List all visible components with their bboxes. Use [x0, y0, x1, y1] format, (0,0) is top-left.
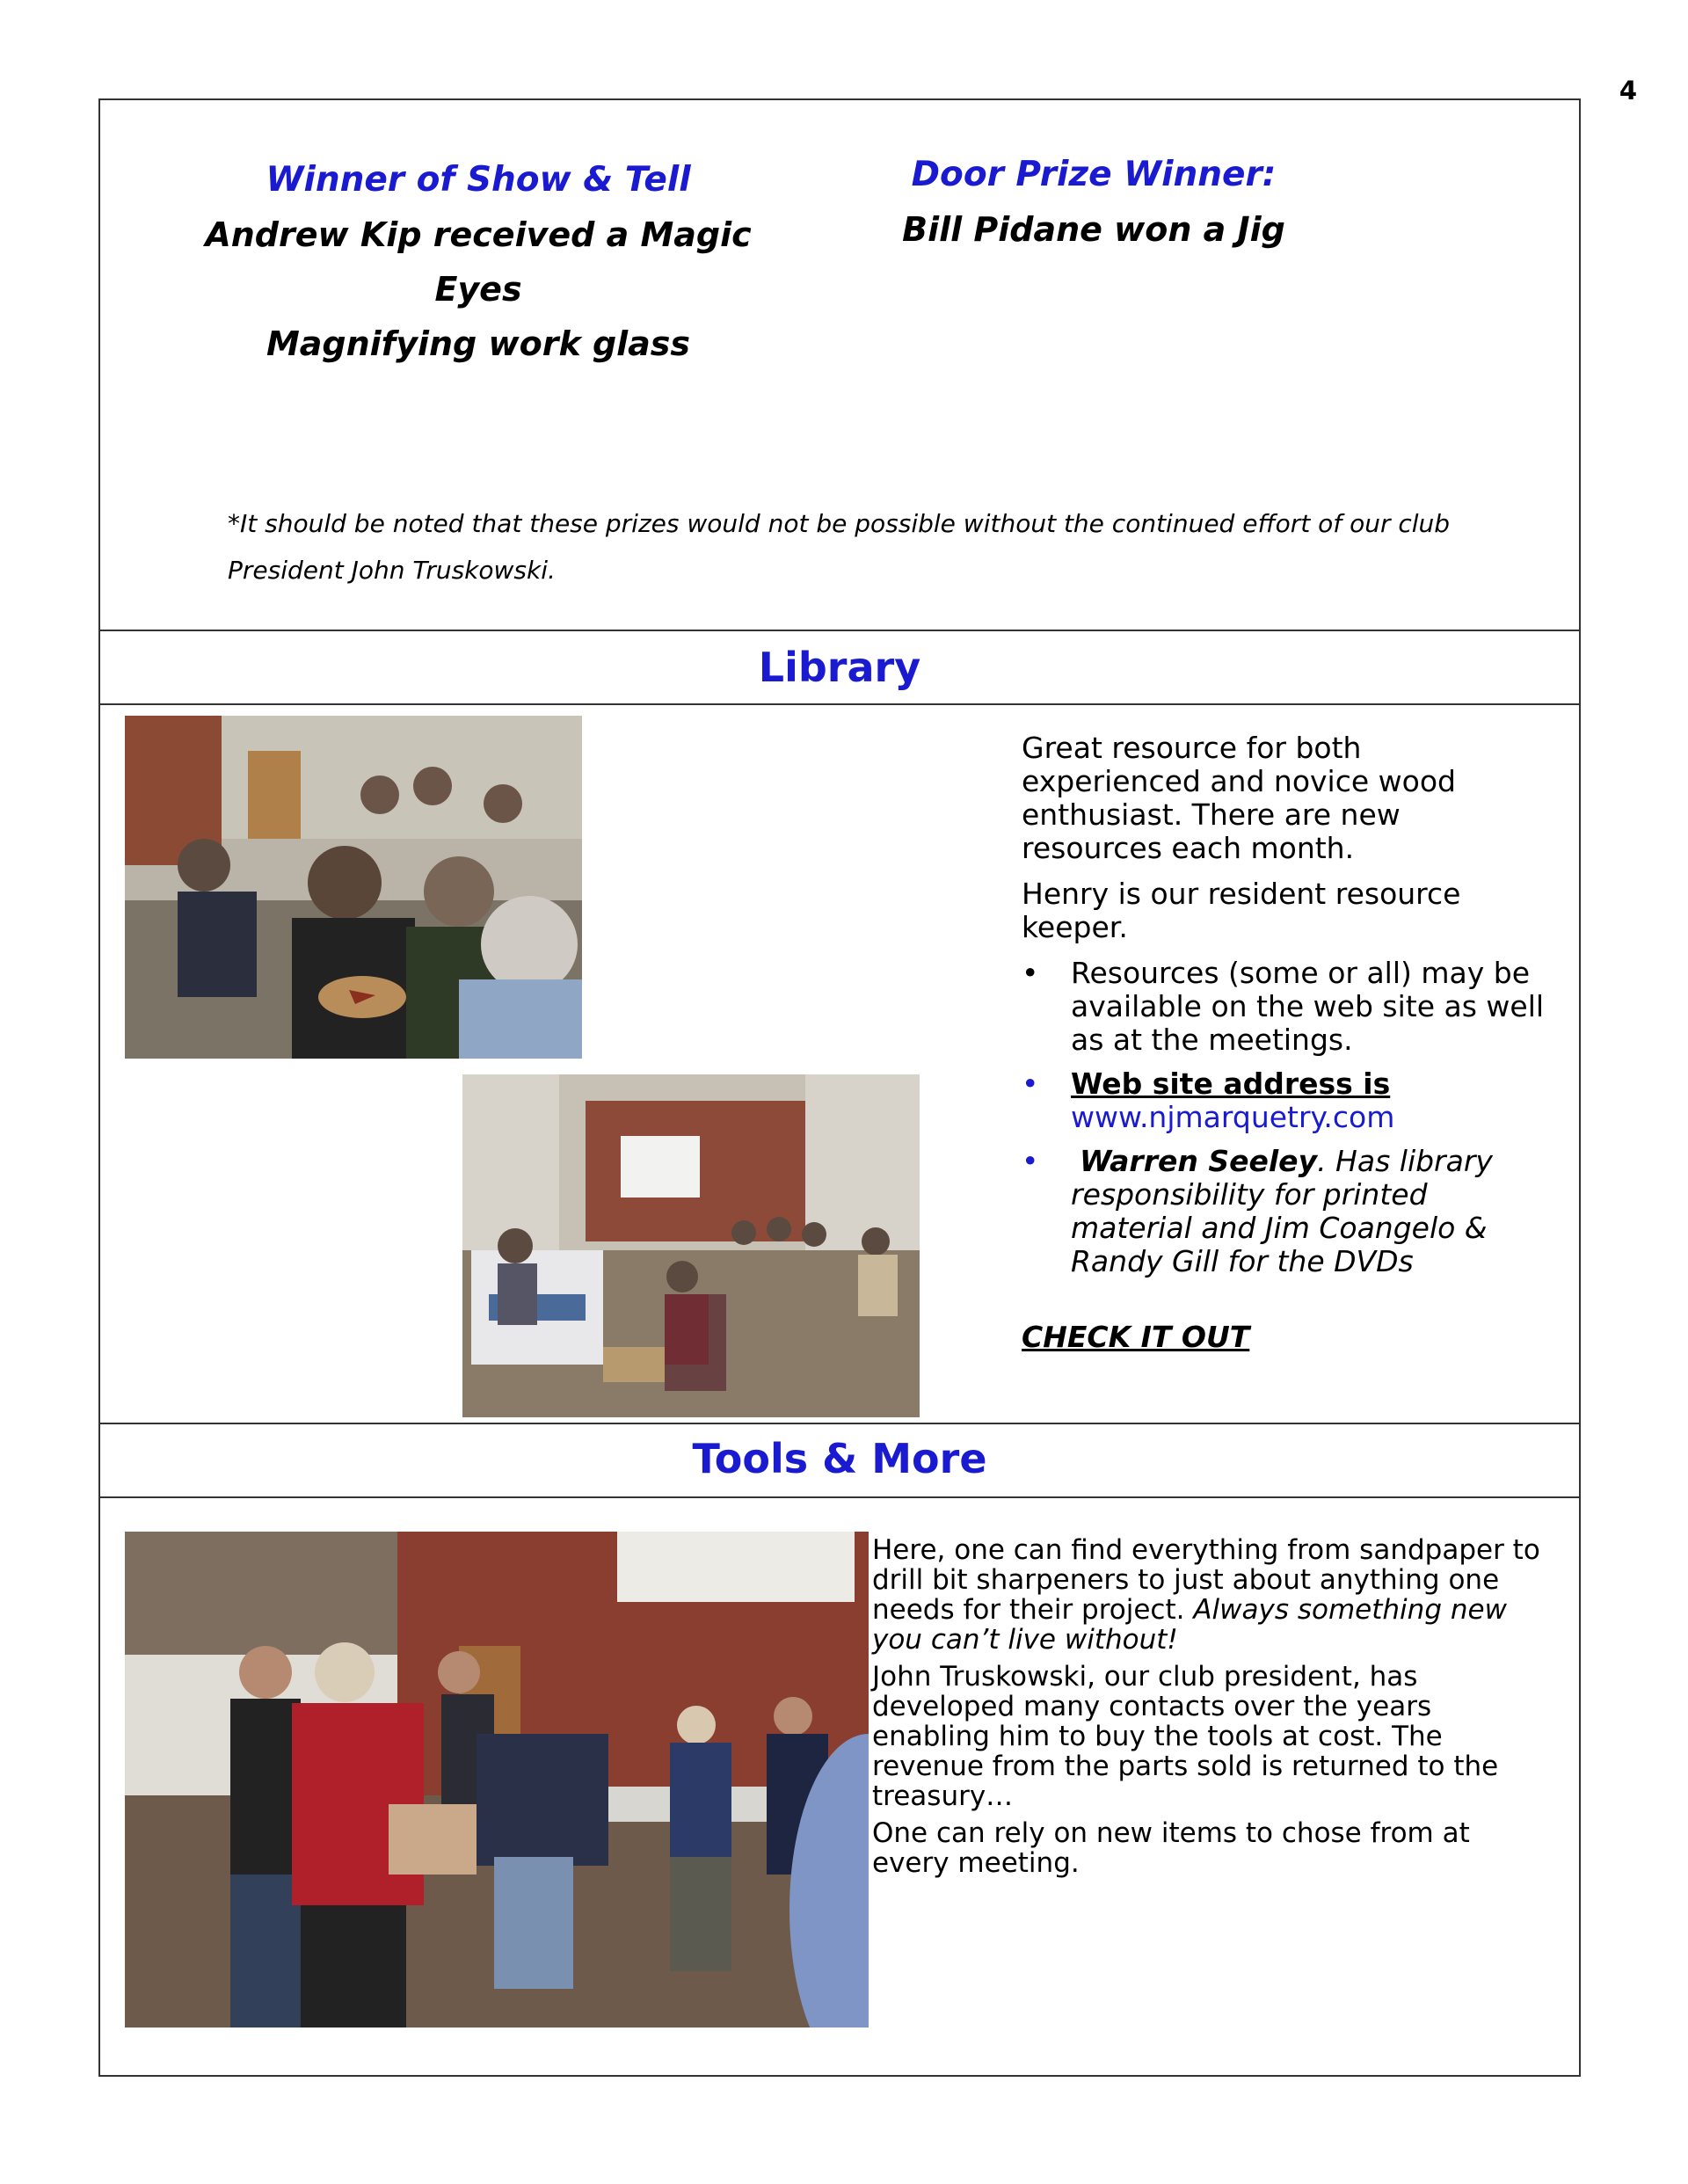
- door-prize-title: Door Prize Winner:: [911, 155, 1277, 194]
- library-text: [1022, 732, 1549, 1366]
- divider: [100, 703, 1579, 705]
- tools-para1: [872, 1535, 1540, 1655]
- tools-para1-text: Here, one can find everything from sandpaper to drill bit sharpeners to just about anything one needs for their project.: [872, 1534, 1540, 1626]
- check-it-out: CHECK IT OUT: [1022, 1320, 1250, 1354]
- show-tell-line2: Magnifying work glass: [266, 324, 691, 363]
- newsletter-frame: [98, 98, 1581, 2077]
- library-bullets: [1022, 957, 1549, 1278]
- library-bullet-website: [1022, 1067, 1549, 1134]
- tools-sale-photo: [125, 1532, 869, 2027]
- warren-text: . Has library responsibility for printed material and Jim Coangelo & Randy Gill for the DVDs: [1071, 1144, 1493, 1278]
- website-label: Web site address is: [1071, 1067, 1391, 1101]
- meeting-room-photo: [462, 1074, 920, 1417]
- website-link[interactable]: www.njmarquetry.com: [1071, 1100, 1395, 1134]
- bullet-text: Resources (some or all) may be available on the web site as well as at the meetings.: [1071, 956, 1545, 1057]
- warren-name: Warren Seeley: [1080, 1144, 1318, 1178]
- library-bullet-resources: [1022, 957, 1549, 1057]
- show-tell-block: [171, 153, 786, 371]
- tools-para3: One can rely on new items to chose from at every meeting.: [872, 1817, 1470, 1879]
- library-bullet-warren: [1022, 1145, 1549, 1278]
- library-para2: Henry is our resident resource keeper.: [1022, 877, 1461, 944]
- show-tell-title: Winner of Show & Tell: [266, 160, 691, 200]
- tools-para1-italic: Always something new you can’t live without!: [872, 1594, 1507, 1656]
- page-number: 4: [1619, 76, 1637, 106]
- divider: [100, 1496, 1579, 1498]
- divider: [100, 630, 1579, 631]
- divider: [100, 1423, 1579, 1424]
- prize-note: *It should be noted that these prizes would not be possible without the continued effort of our club President John Truskowski.: [228, 509, 1451, 585]
- tools-text: [872, 1535, 1540, 1885]
- door-prize-line1: Bill Pidane won a Jig: [902, 210, 1285, 249]
- tools-para2: John Truskowski, our club president, has developed many contacts over the years enabling him to buy the tools at cost. The revenue from the parts sold is returned to the treasury…: [872, 1661, 1499, 1812]
- show-tell-line1: Andrew Kip received a Magic Eyes: [205, 215, 752, 309]
- meeting-audience-photo: [125, 716, 582, 1059]
- door-prize-block: [874, 148, 1313, 257]
- tools-heading: Tools & More: [692, 1435, 987, 1482]
- library-para1: Great resource for both experienced and novice wood enthusiast. There are new resources each month.: [1022, 731, 1456, 865]
- library-heading: Library: [758, 644, 921, 691]
